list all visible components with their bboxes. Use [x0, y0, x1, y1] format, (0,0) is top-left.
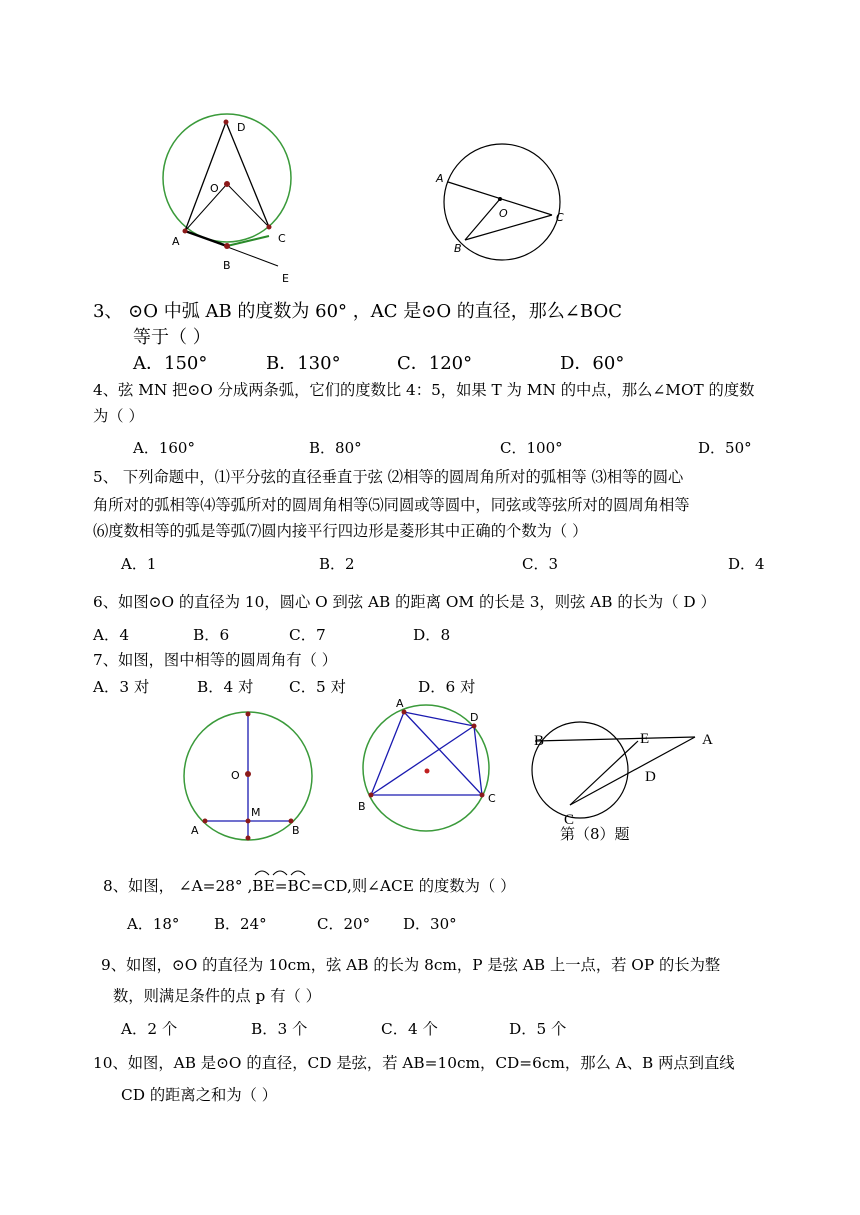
- figure-q7-circle: [355, 695, 505, 835]
- figure-q6-circle: [180, 708, 320, 848]
- q9-line1: 9、如图，⊙O 的直径为 10cm，弦 AB 的长为 8cm，P 是弦 AB 上一点，若 OP 的长为整: [101, 956, 721, 974]
- q7-option-b: B．4 对: [197, 678, 254, 696]
- q5-line3: ⑹度数相等的弧是等弧⑺圆内接平行四边形是菱形其中正确的个数为（ ）: [93, 522, 588, 540]
- label-M: M: [251, 806, 261, 819]
- q4-option-d: D．50°: [698, 439, 752, 457]
- label-E: E: [640, 731, 650, 747]
- label-O: O: [499, 207, 508, 220]
- label-D: D: [645, 769, 656, 785]
- q4-option-b: B．80°: [309, 439, 362, 457]
- q5-line2: 角所对的弧相等⑷等弧所对的圆周角相等⑸同圆或等圆中，同弦或等弦所对的圆周角相等: [93, 496, 690, 514]
- label-B: B: [292, 824, 300, 837]
- label-B: B: [358, 800, 366, 813]
- q3-option-a: A．150°: [133, 353, 208, 374]
- q7-option-d: D．6 对: [418, 678, 476, 696]
- q7-option-c: C．5 对: [289, 678, 346, 696]
- q9-option-d: D．5 个: [509, 1020, 567, 1038]
- label-B: B: [223, 259, 231, 272]
- q8-option-d: D．30°: [403, 915, 457, 933]
- q7-line1: 7、如图，图中相等的圆周角有（ ）: [93, 651, 338, 669]
- q6-option-c: C．7: [289, 626, 326, 644]
- label-D: D: [237, 121, 246, 134]
- q6-option-d: D．8: [413, 626, 451, 644]
- label-O: O: [231, 769, 240, 782]
- label-A: A: [191, 824, 199, 837]
- q9-option-c: C．4 个: [381, 1020, 438, 1038]
- label-E: E: [282, 272, 289, 285]
- figure-2-circle: [430, 140, 580, 260]
- q3-line2: 等于（ ）: [133, 327, 211, 348]
- q4-option-a: A．160°: [133, 439, 195, 457]
- q6-line1: 6、如图⊙O 的直径为 10，圆心 O 到弦 AB 的距离 OM 的长是 3，则弦 AB 的长为（ D ）: [93, 593, 716, 611]
- label-A: A: [172, 235, 180, 248]
- q5-option-b: B．2: [319, 555, 355, 573]
- q3-option-d: D．60°: [560, 353, 625, 374]
- q8-option-b: B．24°: [214, 915, 267, 933]
- q9-line2: 数，则满足条件的点 p 有（ ）: [113, 987, 321, 1005]
- label-D: D: [470, 711, 479, 724]
- q8-line1: 8、如图， ∠A=28° ,BE=BC=CD,则∠ACE 的度数为（ ）: [103, 877, 516, 895]
- q9-option-b: B．3 个: [251, 1020, 308, 1038]
- label-C: C: [278, 232, 286, 245]
- q3-line1: 3、 ⊙O 中弧 AB 的度数为 60° ，AC 是⊙O 的直径，那么∠BOC: [93, 301, 622, 322]
- q5-line1: 5、 下列命题中，⑴平分弦的直径垂直于弦 ⑵相等的圆周角所对的弧相等 ⑶相等的圆心: [93, 468, 684, 486]
- q3-option-b: B．130°: [266, 353, 341, 374]
- q5-option-d: D．4: [728, 555, 765, 573]
- figure-q8-circle: [530, 720, 730, 840]
- label-B: B: [454, 242, 462, 255]
- figure-q8-caption: 第（8）题: [560, 825, 630, 843]
- q6-option-b: B．6: [193, 626, 230, 644]
- label-A: A: [396, 697, 404, 710]
- q8-option-c: C．20°: [317, 915, 371, 933]
- label-C: C: [564, 812, 575, 828]
- q8-option-a: A．18°: [127, 915, 180, 933]
- q6-option-a: A．4: [93, 626, 130, 644]
- q5-option-c: C．3: [522, 555, 559, 573]
- q3-option-c: C．120°: [397, 353, 473, 374]
- label-C: C: [556, 211, 564, 224]
- label-C: C: [488, 792, 496, 805]
- label-B: B: [534, 733, 545, 749]
- q10-line2: CD 的距离之和为（ ）: [121, 1086, 278, 1104]
- q5-option-a: A．1: [121, 555, 157, 573]
- q4-option-c: C．100°: [500, 439, 563, 457]
- figure-1-circle: [150, 110, 310, 290]
- label-O: O: [210, 182, 219, 195]
- label-A: A: [702, 732, 713, 748]
- q9-option-a: A．2 个: [121, 1020, 178, 1038]
- q4-line2: 为（ ）: [93, 407, 144, 425]
- q4-line1: 4、弦 MN 把⊙O 分成两条弧，它们的度数比 4：5，如果 T 为 MN 的中点，那么∠MOT 的度数: [93, 381, 755, 399]
- q7-option-a: A．3 对: [93, 678, 150, 696]
- q10-line1: 10、如图，AB 是⊙O 的直径，CD 是弦，若 AB=10cm，CD=6cm，那么 A、B 两点到直线: [93, 1054, 735, 1072]
- label-A: A: [436, 172, 444, 185]
